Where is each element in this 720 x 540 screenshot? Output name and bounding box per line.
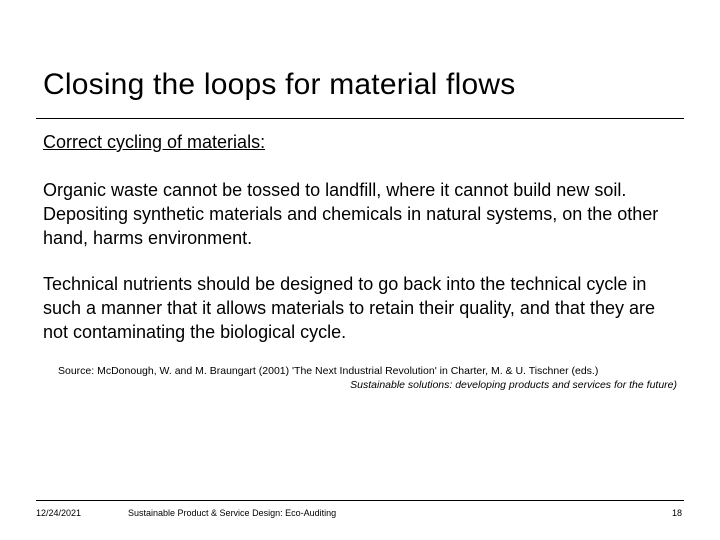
title-divider (36, 118, 684, 119)
source-citation (58, 364, 677, 392)
footer-divider (36, 500, 684, 501)
footer-page-number: 18 (671, 508, 682, 518)
source-citation-line: Source: McDonough, W. and M. Braungart (2001) 'The Next Industrial Revolution' in Charter, M. & U. Tischner (eds.) (58, 365, 599, 377)
slide-title: Closing the loops for material flows (43, 68, 516, 101)
paragraph-technical-nutrients: Technical nutrients should be designed to go back into the technical cycle in such a manner that it allows materials to retain their quality, and that they are not contaminating the biological cycle. (43, 274, 655, 342)
source-citation-book-title: Sustainable solutions: developing products and services for the future) (350, 379, 677, 391)
section-subheading: Correct cycling of materials: (43, 132, 266, 152)
footer-course-title: Sustainable Product & Service Design: Eco-Auditing (128, 508, 337, 518)
footer-date: 12/24/2021 (36, 508, 82, 518)
paragraph-organic-waste: Organic waste cannot be tossed to landfill, where it cannot build new soil. Depositing synthetic materials and chemicals in natural systems, on the other hand, harms environment. (43, 180, 659, 248)
